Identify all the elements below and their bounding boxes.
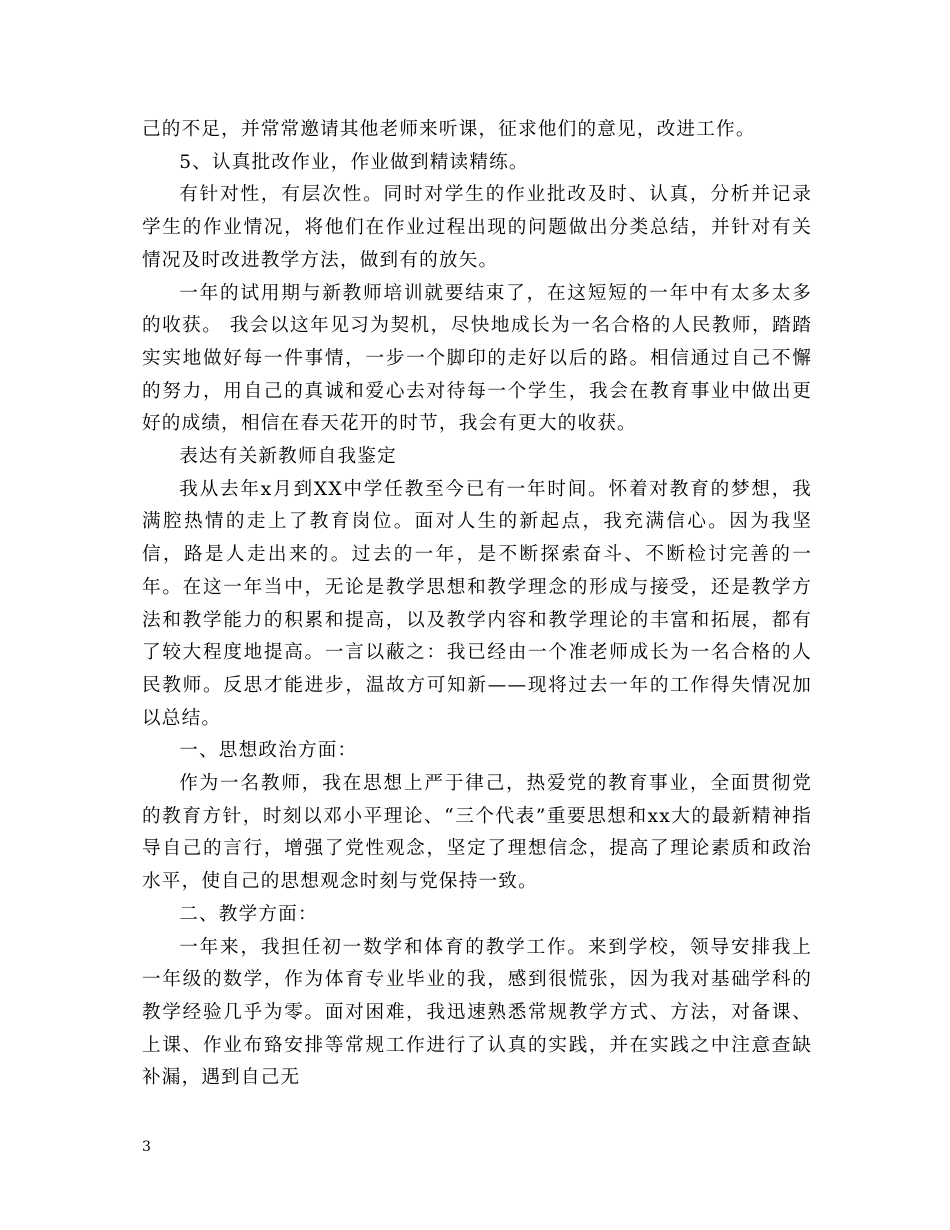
paragraph-probation-summary: 一年的试用期与新教师培训就要结束了，在这短短的一年中有太多太多的收获。 我会以这年见习为契机，尽快地成长为一名合格的人民教师，踏踏实实地做好每一件事情，一步一个脚印的走好以后的路。相信通过自己不懈的努力，用自己的真诚和爱心去对待每一个学生，我会在教育事业中做出更好的成绩，相信在春天花开的时节，我会有更大的收获。 <box>142 282 812 435</box>
paragraph-introduction: 我从去年x月到XX中学任教至今已有一年时间。怀着对教育的梦想，我满腔热情的走上了教育岗位。面对人生的新起点，我充满信心。因为我坚信，路是人走出来的。过去的一年，是不断探索奋斗、不断检讨完善的一年。在这一年当中，无论是教学思想和教学理念的形成与接受，还是教学方法和教学能力的积累和提高，以及教学内容和教学理论的丰富和拓展，都有了较大程度地提高。一言以蔽之：我已经由一个准老师成长为一名合格的人民教师。反思才能进步，温故方可知新——现将过去一年的工作得失情况加以总结。 <box>142 478 812 729</box>
paragraph-ideology-politics: 作为一名教师，我在思想上严于律己，热爱党的教育事业，全面贯彻党的教育方针，时刻以邓小平理论、“三个代表”重要思想和xx大的最新精神指导自己的言行，增强了党性观念，坚定了理想信念，提高了理论素质和政治水平，使自己的思想观念时刻与党保持一致。 <box>142 773 812 893</box>
heading-ideology-politics: 一、思想政治方面： <box>179 740 358 762</box>
document-body <box>142 114 812 1095</box>
paragraph-continuation: 己的不足，并常常邀请其他老师来听课，征求他们的意见，改进工作。 <box>142 119 756 140</box>
heading-teaching: 二、教学方面： <box>179 903 318 925</box>
paragraph-item-5-heading: 5、认真批改作业，作业做到精读精练。 <box>179 151 529 173</box>
paragraph-teaching: 一年来，我担任初一数学和体育的教学工作。来到学校，领导安排我上一年级的数学，作为体育专业毕业的我，感到很慌张，因为我对基础学科的教学经验几乎为零。面对困难，我迅速熟悉常规教学方式、方法，对备课、上课、作业布臵安排等常规工作进行了认真的实践，并在实践之中注意查缺补漏，遇到自己无 <box>142 936 812 1089</box>
paragraph-homework: 有针对性，有层次性。同时对学生的作业批改及时、认真，分析并记录学生的作业情况，将他们在作业过程出现的问题做出分类总结，并针对有关情况及时改进教学方法，做到有的放矢。 <box>142 184 812 271</box>
section-title: 表达有关新教师自我鉴定 <box>179 446 397 468</box>
page-number: 3 <box>142 1139 151 1155</box>
